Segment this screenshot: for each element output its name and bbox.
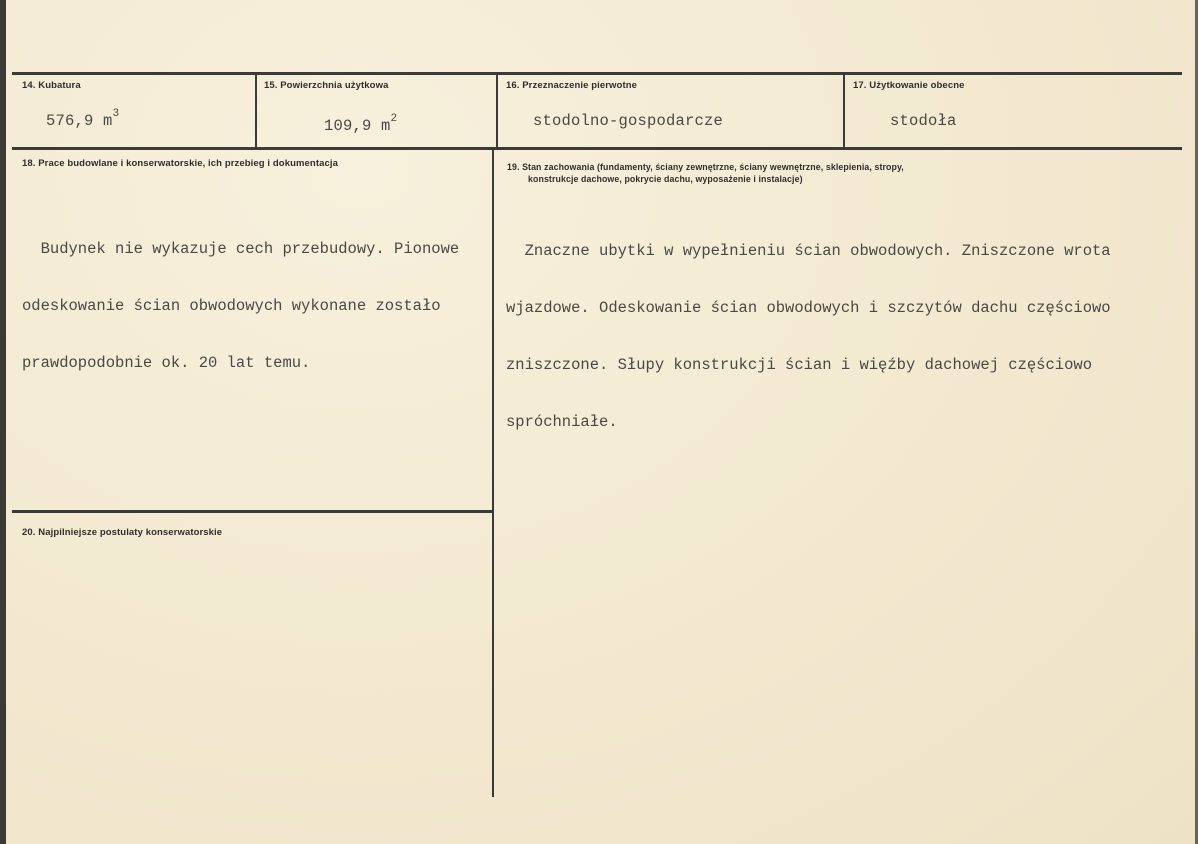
field-19-label-line1: 19. Stan zachowania (fundamenty, ściany zewnętrzne, ściany wewnętrzne, sklepienia, stropy, [507,162,904,172]
field-15-exponent: 2 [390,113,398,125]
field-16-value: stodolno-gospodarcze [533,112,724,130]
field-14-number: 576,9 m [46,112,113,131]
row-20-top-rule [12,510,493,513]
field-14-value [46,108,120,131]
field-15-number: 109,9 m [324,117,391,136]
field-14-label: 14. Kubatura [22,80,81,91]
field-14-exponent: 3 [112,108,120,120]
field-17-label: 17. Użytkowanie obecne [853,80,965,91]
divider-15-16 [496,74,498,148]
field-18-line: odeskowanie ścian obwodowych wykonane zostało [22,297,441,315]
card-left-edge [0,0,6,844]
divider-14-15 [255,74,257,148]
divider-16-17 [843,74,845,148]
field-19-line: Znaczne ubytki w wypełnieniu ścian obwodowych. Zniszczone wrota [506,242,1111,260]
divider-main [492,149,494,797]
field-17-value: stodoła [890,112,957,130]
field-15-label: 15. Powierzchnia użytkowa [264,80,389,91]
field-15-value [324,113,398,136]
field-20-label: 20. Najpilniejsze postulaty konserwatorskie [22,527,223,538]
field-19-label-line2: konstrukcje dachowe, pokrycie dachu, wyposażenie i instalacje) [528,174,803,184]
row1-bottom-rule [12,147,1182,150]
field-18-line: Budynek nie wykazuje cech przebudowy. Pionowe [22,240,460,258]
field-19-line: wjazdowe. Odeskowanie ścian obwodowych i szczytów dachu częściowo [506,299,1111,317]
field-19-line: spróchniałe. [506,413,618,431]
field-16-label: 16. Przeznaczenie pierwotne [506,80,637,91]
field-18-line: prawdopodobnie ok. 20 lat temu. [22,354,311,372]
field-19-label [507,161,904,185]
field-18-text [22,202,459,411]
field-18-label: 18. Prace budowlane i konserwatorskie, ich przebieg i dokumentacja [22,158,338,169]
field-19-text [506,204,1111,470]
top-rule [12,72,1182,75]
field-19-line: zniszczone. Słupy konstrukcji ścian i więźby dachowej częściowo [506,356,1092,374]
